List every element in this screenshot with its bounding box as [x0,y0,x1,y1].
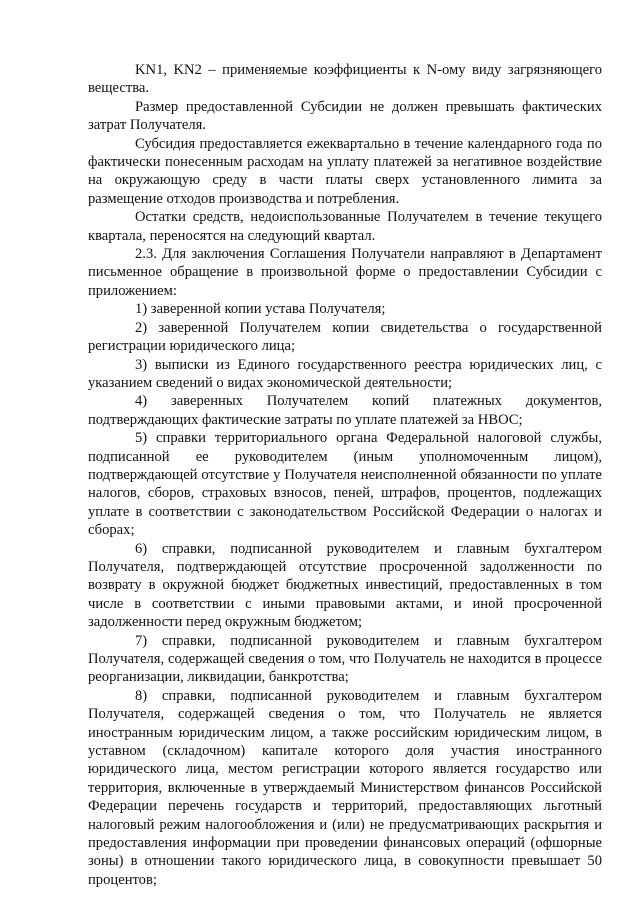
paragraph-coefficients: KN1, KN2 – применяемые коэффициенты к N-ому виду загрязняющего вещества. [88,62,602,97]
document-body [88,61,602,889]
list-item-5: 5) справки территориального органа Федеральной налоговой службы, подписанной ее руководителем (иным уполномоченным лицом), подтверждающей отсутствие у Получателя неисполненной обязанности по уплате налогов, сборов, страховых взносов, пеней, штрафов, процентов, подлежащих уплате в соответствии с законодательством Российской Федерации о налогах и сборах; [88,430,602,539]
list-item-4: 4) заверенных Получателем копий платежных документов, подтверждающих фактические затраты по уплате платежей за НВОС; [88,393,602,428]
paragraph-section-2-3: 2.3. Для заключения Соглашения Получатели направляют в Департамент письменное обращение в произвольной форме о предоставлении Субсидии с приложением: [88,246,602,299]
list-item-2: 2) заверенной Получателем копии свидетельства о государственной регистрации юридического лица; [88,319,602,355]
list-item-8: 8) справки, подписанной руководителем и главным бухгалтером Получателя, содержащей сведения о том, что Получатель не является иностранным юридическим лицом, а также российским юридическим лицом, в уставном (складочном) капитале которого доля участия иностранного юридического лица, местом регистрации которого является государство или территория, включенные в утверждаемый Министерством финансов Российской Федерации перечень государств и территорий, предоставляющих льготный налоговый режим налогообложения и (или) не предусматривающих раскрытия и предоставления информации при проведении финансовых операций (офшорные зоны) в отношении такого юридического лица, в совокупности превышает 50 процентов; [88,687,602,888]
list-item-7: 7) справки, подписанной руководителем и главным бухгалтером Получателя, содержащей сведения о том, что Получатель не находится в процессе реорганизации, ликвидации, банкротства; [88,632,602,686]
list-item-3: 3) выписки из Единого государственного реестра юридических лиц, с указанием сведений о видах экономической деятельности; [88,356,602,391]
paragraph-subsidy-limit: Размер предоставленной Субсидии не должен превышать фактических затрат Получателя. [88,98,602,134]
list-item-1: 1) заверенной копии устава Получателя; [135,301,386,318]
paragraph-subsidy-quarterly: Субсидия предоставляется ежеквартально в течение календарного года по фактически понесенным расходам на уплату платежей за негативное воздействие на окружающую среду в части платы сверх установленного лимита за размещение отходов производства и потребления. [88,135,602,207]
paragraph-remaining-funds: Остатки средств, недоиспользованные Получателем в течение текущего квартала, переносятся на следующий квартал. [88,209,602,244]
list-item-6: 6) справки, подписанной руководителем и главным бухгалтером Получателя, подтверждающей отсутствие просроченной задолженности по возврату в окружной бюджет бюджетных инвестиций, предоставленных в том числе в соответствии с иными правовыми актами, и иной просроченной задолженности перед окружным бюджетом; [88,540,602,631]
